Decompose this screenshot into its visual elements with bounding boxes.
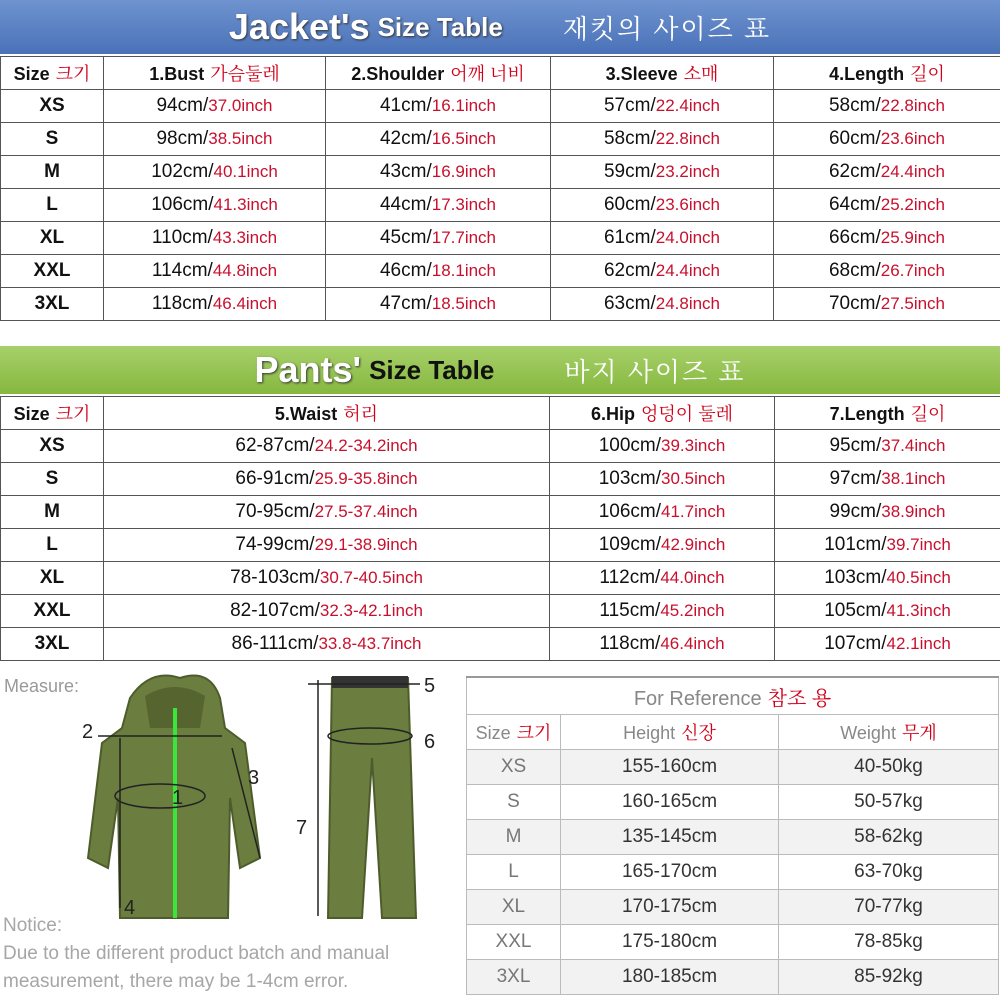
jacket-sleeve-value-inch: 24.8inch bbox=[655, 294, 721, 313]
jacket-row bbox=[1, 288, 1000, 321]
pants-hip-value-cell bbox=[550, 562, 775, 595]
reference-weight-cell: 78-85kg bbox=[779, 925, 999, 960]
jacket-row bbox=[1, 222, 1000, 255]
jacket-sleeve-value-inch: 22.4inch bbox=[655, 96, 721, 115]
reference-header-kr: 크기 bbox=[516, 723, 552, 743]
pants-hip-value-inch: 44.0inch bbox=[660, 568, 725, 587]
pants-hip-value-cell bbox=[550, 463, 775, 496]
jacket-header-cell bbox=[1, 57, 104, 90]
pants-waist-value-inch: 24.2-34.2inch bbox=[314, 436, 418, 455]
pants-hip-value-cell bbox=[550, 529, 775, 562]
jacket-shoulder-value-inch: 18.1inch bbox=[431, 261, 497, 280]
reference-size-cell: XL bbox=[467, 890, 561, 925]
reference-weight-cell: 63-70kg bbox=[779, 855, 999, 890]
marker-3: 3 bbox=[248, 767, 260, 789]
pants-header-kr: 길이 bbox=[910, 404, 946, 424]
jacket-bust-value-cell bbox=[104, 156, 326, 189]
pants-waist-value-cell bbox=[104, 595, 550, 628]
jacket-size-cell: S bbox=[1, 123, 104, 156]
notice bbox=[3, 912, 473, 996]
jacket-length-value-cm: 66cm/ bbox=[828, 227, 881, 248]
jacket-header-cell bbox=[326, 57, 551, 90]
jacket-shoulder-value-inch: 18.5inch bbox=[431, 294, 497, 313]
reference-header-en: Size bbox=[475, 723, 511, 743]
jacket-length-value-inch: 25.9inch bbox=[880, 228, 946, 247]
reference-height-cell: 135-145cm bbox=[561, 820, 779, 855]
pants-hip-value-cm: 103cm/ bbox=[598, 468, 662, 489]
jacket-shoulder-value-cell bbox=[326, 90, 551, 123]
pants-header-en: Size bbox=[13, 404, 50, 424]
jacket-bust-value-cm: 114cm/ bbox=[151, 260, 213, 281]
pants-illustration bbox=[328, 676, 416, 918]
pants-waist-value-cm: 86-111cm/ bbox=[231, 633, 319, 654]
pants-header-cell bbox=[1, 397, 104, 430]
jacket-bust-value-cell bbox=[104, 222, 326, 255]
reference-height-cell: 160-165cm bbox=[561, 785, 779, 820]
reference-height-cell: 170-175cm bbox=[561, 890, 779, 925]
pants-hip-value-cm: 112cm/ bbox=[599, 567, 661, 588]
pants-length-value-cm: 101cm/ bbox=[824, 534, 887, 555]
jacket-shoulder-value-cm: 47cm/ bbox=[379, 293, 432, 314]
pants-waist-value-cm: 66-91cm/ bbox=[235, 468, 315, 489]
jacket-shoulder-value-cm: 45cm/ bbox=[379, 227, 432, 248]
reference-height-cell: 165-170cm bbox=[561, 855, 779, 890]
reference-size-cell: S bbox=[467, 785, 561, 820]
jacket-sleeve-value-cell bbox=[551, 222, 774, 255]
pants-header-kr: 엉덩이 둘레 bbox=[641, 404, 733, 424]
jacket-bust-value-cell bbox=[104, 288, 326, 321]
reference-header-kr: 무게 bbox=[901, 723, 937, 743]
reference-weight-cell: 58-62kg bbox=[779, 820, 999, 855]
pants-hip-value-cm: 115cm/ bbox=[599, 600, 661, 621]
jacket-shoulder-value-cell bbox=[326, 156, 551, 189]
jacket-size-table bbox=[0, 56, 1000, 321]
jacket-length-value-inch: 27.5inch bbox=[880, 294, 946, 313]
pants-waist-value-cm: 74-99cm/ bbox=[235, 534, 315, 555]
jacket-bust-value-inch: 43.3inch bbox=[212, 228, 278, 247]
jacket-sleeve-value-cm: 63cm/ bbox=[603, 293, 656, 314]
pants-title-korean: 바지 사이즈 표 bbox=[564, 356, 746, 387]
jacket-shoulder-value-inch: 17.3inch bbox=[431, 195, 497, 214]
pants-length-value-inch: 40.5inch bbox=[886, 568, 951, 587]
pants-size-cell: XXL bbox=[1, 595, 104, 628]
pants-length-value-cell bbox=[775, 430, 1000, 463]
jacket-sleeve-value-cm: 59cm/ bbox=[603, 161, 656, 182]
jacket-row bbox=[1, 90, 1000, 123]
pants-length-value-cell bbox=[775, 496, 1000, 529]
pants-length-value-cell bbox=[775, 562, 1000, 595]
jacket-bust-value-cell bbox=[104, 255, 326, 288]
jacket-header-kr: 길이 bbox=[910, 64, 945, 84]
reference-size-cell: L bbox=[467, 855, 561, 890]
pants-length-value-inch: 38.1inch bbox=[881, 469, 946, 488]
pants-waist-value-cell bbox=[104, 430, 550, 463]
pants-waist-value-inch: 25.9-35.8inch bbox=[314, 469, 418, 488]
reference-size-cell: M bbox=[467, 820, 561, 855]
jacket-header-cell bbox=[104, 57, 326, 90]
jacket-header-en: Size bbox=[13, 64, 50, 84]
jacket-size-cell: XXL bbox=[1, 255, 104, 288]
jacket-size-cell: XS bbox=[1, 90, 104, 123]
jacket-length-value-cm: 58cm/ bbox=[828, 95, 881, 116]
pants-row bbox=[1, 529, 1000, 562]
jacket-shoulder-value-cell bbox=[326, 123, 551, 156]
jacket-header-en: 2.Shoulder bbox=[351, 64, 445, 84]
jacket-sleeve-value-inch: 22.8inch bbox=[655, 129, 721, 148]
jacket-bust-value-cm: 106cm/ bbox=[151, 194, 214, 215]
pants-size-table bbox=[0, 396, 1000, 661]
jacket-shoulder-value-inch: 16.1inch bbox=[431, 96, 497, 115]
jacket-shoulder-value-cm: 42cm/ bbox=[379, 128, 432, 149]
jacket-sleeve-value-cell bbox=[551, 123, 774, 156]
jacket-size-cell: XL bbox=[1, 222, 104, 255]
pants-hip-value-cell bbox=[550, 430, 775, 463]
jacket-sleeve-value-cell bbox=[551, 156, 774, 189]
pants-header-kr: 허리 bbox=[343, 404, 379, 424]
reference-size-cell: 3XL bbox=[467, 960, 561, 995]
reference-header-en: Height bbox=[623, 723, 676, 743]
pants-title-sub: Size Table bbox=[369, 354, 495, 385]
pants-waist-value-inch: 32.3-42.1inch bbox=[319, 601, 423, 620]
pants-length-value-cm: 107cm/ bbox=[824, 633, 887, 654]
pants-length-value-cell bbox=[775, 595, 1000, 628]
pants-waist-value-cm: 82-107cm/ bbox=[230, 600, 320, 621]
pants-hip-value-cm: 100cm/ bbox=[598, 435, 662, 456]
jacket-row bbox=[1, 255, 1000, 288]
jacket-length-value-cell bbox=[774, 255, 1000, 288]
jacket-length-value-cell bbox=[774, 90, 1000, 123]
jacket-row bbox=[1, 156, 1000, 189]
reference-size-cell: XS bbox=[467, 750, 561, 785]
marker-4: 4 bbox=[124, 897, 136, 919]
jacket-sleeve-value-inch: 23.6inch bbox=[655, 195, 721, 214]
marker-5: 5 bbox=[424, 675, 436, 697]
marker-7: 7 bbox=[296, 817, 308, 839]
jacket-bust-value-inch: 40.1inch bbox=[213, 162, 278, 181]
measurement-figure bbox=[60, 668, 460, 928]
pants-length-value-cell bbox=[775, 463, 1000, 496]
jacket-length-value-cell bbox=[774, 156, 1000, 189]
pants-title: Pants' bbox=[254, 349, 362, 390]
pants-hip-value-cell bbox=[550, 496, 775, 529]
jacket-bust-value-cell bbox=[104, 123, 326, 156]
pants-size-cell: S bbox=[1, 463, 104, 496]
pants-hip-value-inch: 45.2inch bbox=[660, 601, 725, 620]
pants-row bbox=[1, 430, 1000, 463]
jacket-title-sub: Size Table bbox=[377, 11, 503, 42]
pants-header-cell bbox=[775, 397, 1000, 430]
jacket-length-value-inch: 22.8inch bbox=[880, 96, 946, 115]
pants-length-value-inch: 39.7inch bbox=[886, 535, 951, 554]
reference-table bbox=[466, 676, 999, 995]
marker-6: 6 bbox=[424, 731, 436, 753]
jacket-bust-value-inch: 44.8inch bbox=[212, 261, 278, 280]
jacket-size-cell: M bbox=[1, 156, 104, 189]
jacket-sleeve-value-cell bbox=[551, 255, 774, 288]
reference-size-cell: XXL bbox=[467, 925, 561, 960]
jacket-length-value-cm: 60cm/ bbox=[828, 128, 881, 149]
pants-length-value-cm: 99cm/ bbox=[829, 501, 882, 522]
jacket-row bbox=[1, 189, 1000, 222]
jacket-bust-value-cm: 102cm/ bbox=[151, 161, 214, 182]
reference-row bbox=[467, 820, 999, 855]
pants-hip-value-cell bbox=[550, 628, 775, 661]
pants-length-value-cm: 105cm/ bbox=[824, 600, 887, 621]
jacket-sleeve-value-cm: 57cm/ bbox=[603, 95, 656, 116]
pants-banner bbox=[0, 346, 1000, 394]
jacket-sleeve-value-cm: 58cm/ bbox=[603, 128, 656, 149]
jacket-banner bbox=[0, 0, 1000, 54]
reference-header-cell bbox=[467, 715, 561, 750]
jacket-sleeve-value-cell bbox=[551, 288, 774, 321]
pants-length-value-cm: 103cm/ bbox=[824, 567, 887, 588]
jacket-bust-value-cell bbox=[104, 90, 326, 123]
jacket-length-value-cell bbox=[774, 222, 1000, 255]
jacket-bust-value-inch: 41.3inch bbox=[213, 195, 278, 214]
jacket-header-row bbox=[1, 57, 1000, 90]
pants-waist-value-inch: 27.5-37.4inch bbox=[314, 502, 418, 521]
jacket-header-kr: 가슴둘레 bbox=[210, 64, 280, 84]
reference-height-cell: 155-160cm bbox=[561, 750, 779, 785]
reference-weight-cell: 70-77kg bbox=[779, 890, 999, 925]
pants-waist-value-cm: 70-95cm/ bbox=[235, 501, 315, 522]
reference-row bbox=[467, 750, 999, 785]
marker-2: 2 bbox=[82, 721, 94, 743]
pants-waist-value-cm: 78-103cm/ bbox=[230, 567, 320, 588]
jacket-length-value-cm: 70cm/ bbox=[828, 293, 881, 314]
jacket-bust-value-inch: 46.4inch bbox=[212, 294, 278, 313]
jacket-sleeve-value-cell bbox=[551, 189, 774, 222]
marker-1: 1 bbox=[172, 787, 184, 809]
jacket-length-value-inch: 26.7inch bbox=[880, 261, 946, 280]
reference-header-kr: 신장 bbox=[681, 723, 716, 743]
reference-row bbox=[467, 855, 999, 890]
jacket-shoulder-value-inch: 16.5inch bbox=[431, 129, 497, 148]
pants-size-cell: XS bbox=[1, 430, 104, 463]
reference-header-en: Weight bbox=[840, 723, 896, 743]
jacket-length-value-cell bbox=[774, 288, 1000, 321]
pants-waist-value-inch: 33.8-43.7inch bbox=[318, 634, 422, 653]
pants-hip-value-cm: 106cm/ bbox=[598, 501, 662, 522]
pants-hip-value-inch: 39.3inch bbox=[661, 436, 726, 455]
pants-hip-value-cell bbox=[550, 595, 775, 628]
pants-header-row bbox=[1, 397, 1000, 430]
jacket-header-en: 4.Length bbox=[829, 64, 905, 84]
pants-size-cell: M bbox=[1, 496, 104, 529]
jacket-sleeve-value-cm: 62cm/ bbox=[603, 260, 656, 281]
jacket-length-value-cell bbox=[774, 123, 1000, 156]
notice-title: Notice: bbox=[3, 915, 63, 936]
jacket-bust-value-cell bbox=[104, 189, 326, 222]
jacket-shoulder-value-cell bbox=[326, 255, 551, 288]
pants-waist-value-cell bbox=[104, 529, 550, 562]
pants-length-value-cell bbox=[775, 628, 1000, 661]
jacket-header-kr: 어깨 너비 bbox=[450, 64, 525, 84]
jacket-length-value-inch: 23.6inch bbox=[880, 129, 946, 148]
jacket-shoulder-value-inch: 17.7inch bbox=[431, 228, 497, 247]
pants-waist-value-cell bbox=[104, 463, 550, 496]
pants-header-en: 5.Waist bbox=[274, 404, 338, 424]
jacket-bust-value-cm: 110cm/ bbox=[151, 227, 213, 248]
jacket-header-cell bbox=[551, 57, 774, 90]
jacket-bust-value-cm: 94cm/ bbox=[156, 95, 209, 116]
pants-row bbox=[1, 628, 1000, 661]
pants-header-cell bbox=[104, 397, 550, 430]
pants-hip-value-cm: 109cm/ bbox=[598, 534, 662, 555]
reference-row bbox=[467, 960, 999, 995]
pants-hip-value-inch: 42.9inch bbox=[661, 535, 726, 554]
jacket-header-kr: 크기 bbox=[55, 64, 91, 84]
pants-hip-value-inch: 41.7inch bbox=[661, 502, 726, 521]
jacket-header-en: 1.Bust bbox=[149, 64, 205, 84]
pants-header-kr: 크기 bbox=[55, 404, 91, 424]
reference-row bbox=[467, 925, 999, 960]
pants-waist-value-cm: 62-87cm/ bbox=[235, 435, 315, 456]
reference-weight-cell: 40-50kg bbox=[779, 750, 999, 785]
reference-header-cell bbox=[561, 715, 779, 750]
pants-header-cell bbox=[550, 397, 775, 430]
jacket-shoulder-value-cm: 44cm/ bbox=[379, 194, 432, 215]
pants-waist-value-inch: 30.7-40.5inch bbox=[319, 568, 423, 587]
jacket-shoulder-value-cell bbox=[326, 288, 551, 321]
jacket-title: Jacket's bbox=[228, 6, 370, 47]
jacket-sleeve-value-cm: 60cm/ bbox=[603, 194, 656, 215]
jacket-bust-value-cm: 118cm/ bbox=[151, 293, 213, 314]
pants-hip-value-cm: 118cm/ bbox=[599, 633, 661, 654]
jacket-shoulder-value-cm: 46cm/ bbox=[379, 260, 432, 281]
jacket-bust-value-inch: 38.5inch bbox=[208, 129, 273, 148]
jacket-sleeve-value-cell bbox=[551, 90, 774, 123]
pants-header-en: 7.Length bbox=[829, 404, 905, 424]
pants-waist-value-cell bbox=[104, 562, 550, 595]
pants-length-value-inch: 42.1inch bbox=[886, 634, 951, 653]
notice-text: Due to the different product batch and manual measurement, there may be 1-4cm error. bbox=[3, 943, 390, 992]
jacket-size-cell: L bbox=[1, 189, 104, 222]
pants-waist-value-inch: 29.1-38.9inch bbox=[314, 535, 418, 554]
jacket-length-value-cm: 62cm/ bbox=[828, 161, 881, 182]
jacket-sleeve-value-inch: 23.2inch bbox=[655, 162, 721, 181]
reference-height-cell: 175-180cm bbox=[561, 925, 779, 960]
pants-length-value-inch: 41.3inch bbox=[886, 601, 951, 620]
jacket-shoulder-value-cm: 43cm/ bbox=[379, 161, 432, 182]
pants-row bbox=[1, 562, 1000, 595]
pants-row bbox=[1, 595, 1000, 628]
reference-height-cell: 180-185cm bbox=[561, 960, 779, 995]
pants-length-value-inch: 38.9inch bbox=[881, 502, 946, 521]
jacket-shoulder-value-cm: 41cm/ bbox=[379, 95, 432, 116]
reference-weight-cell: 50-57kg bbox=[779, 785, 999, 820]
jacket-header-en: 3.Sleeve bbox=[605, 64, 678, 84]
jacket-shoulder-value-inch: 16.9inch bbox=[431, 162, 497, 181]
jacket-sleeve-value-cm: 61cm/ bbox=[603, 227, 656, 248]
pants-header-en: 6.Hip bbox=[591, 404, 636, 424]
jacket-bust-value-inch: 37.0inch bbox=[208, 96, 273, 115]
jacket-length-value-cm: 64cm/ bbox=[828, 194, 881, 215]
measure-label: Measure: bbox=[4, 676, 80, 696]
pants-waist-value-cell bbox=[104, 496, 550, 529]
jacket-size-cell: 3XL bbox=[1, 288, 104, 321]
reference-row bbox=[467, 785, 999, 820]
jacket-title-korean: 재킷의 사이즈 표 bbox=[562, 13, 772, 44]
pants-length-value-cm: 97cm/ bbox=[829, 468, 882, 489]
pants-length-value-cm: 95cm/ bbox=[829, 435, 882, 456]
jacket-header-kr: 소매 bbox=[683, 64, 719, 84]
pants-row bbox=[1, 496, 1000, 529]
jacket-row bbox=[1, 123, 1000, 156]
jacket-length-value-cm: 68cm/ bbox=[828, 260, 881, 281]
pants-row bbox=[1, 463, 1000, 496]
jacket-bust-value-cm: 98cm/ bbox=[156, 128, 209, 149]
pants-size-cell: 3XL bbox=[1, 628, 104, 661]
reference-title: For Reference 참조 용 bbox=[467, 677, 999, 715]
jacket-sleeve-value-inch: 24.4inch bbox=[655, 261, 721, 280]
reference-row bbox=[467, 890, 999, 925]
jacket-shoulder-value-cell bbox=[326, 222, 551, 255]
pants-size-cell: XL bbox=[1, 562, 104, 595]
pants-length-value-inch: 37.4inch bbox=[881, 436, 946, 455]
pants-hip-value-inch: 30.5inch bbox=[661, 469, 726, 488]
reference-weight-cell: 85-92kg bbox=[779, 960, 999, 995]
pants-length-value-cell bbox=[775, 529, 1000, 562]
reference-header-cell bbox=[779, 715, 999, 750]
pants-size-cell: L bbox=[1, 529, 104, 562]
jacket-shoulder-value-cell bbox=[326, 189, 551, 222]
pants-hip-value-inch: 46.4inch bbox=[660, 634, 725, 653]
reference-header-row bbox=[467, 715, 999, 750]
jacket-length-value-cell bbox=[774, 189, 1000, 222]
jacket-sleeve-value-inch: 24.0inch bbox=[655, 228, 721, 247]
jacket-length-value-inch: 25.2inch bbox=[880, 195, 946, 214]
jacket-length-value-inch: 24.4inch bbox=[880, 162, 946, 181]
pants-waist-value-cell bbox=[104, 628, 550, 661]
jacket-header-cell bbox=[774, 57, 1000, 90]
